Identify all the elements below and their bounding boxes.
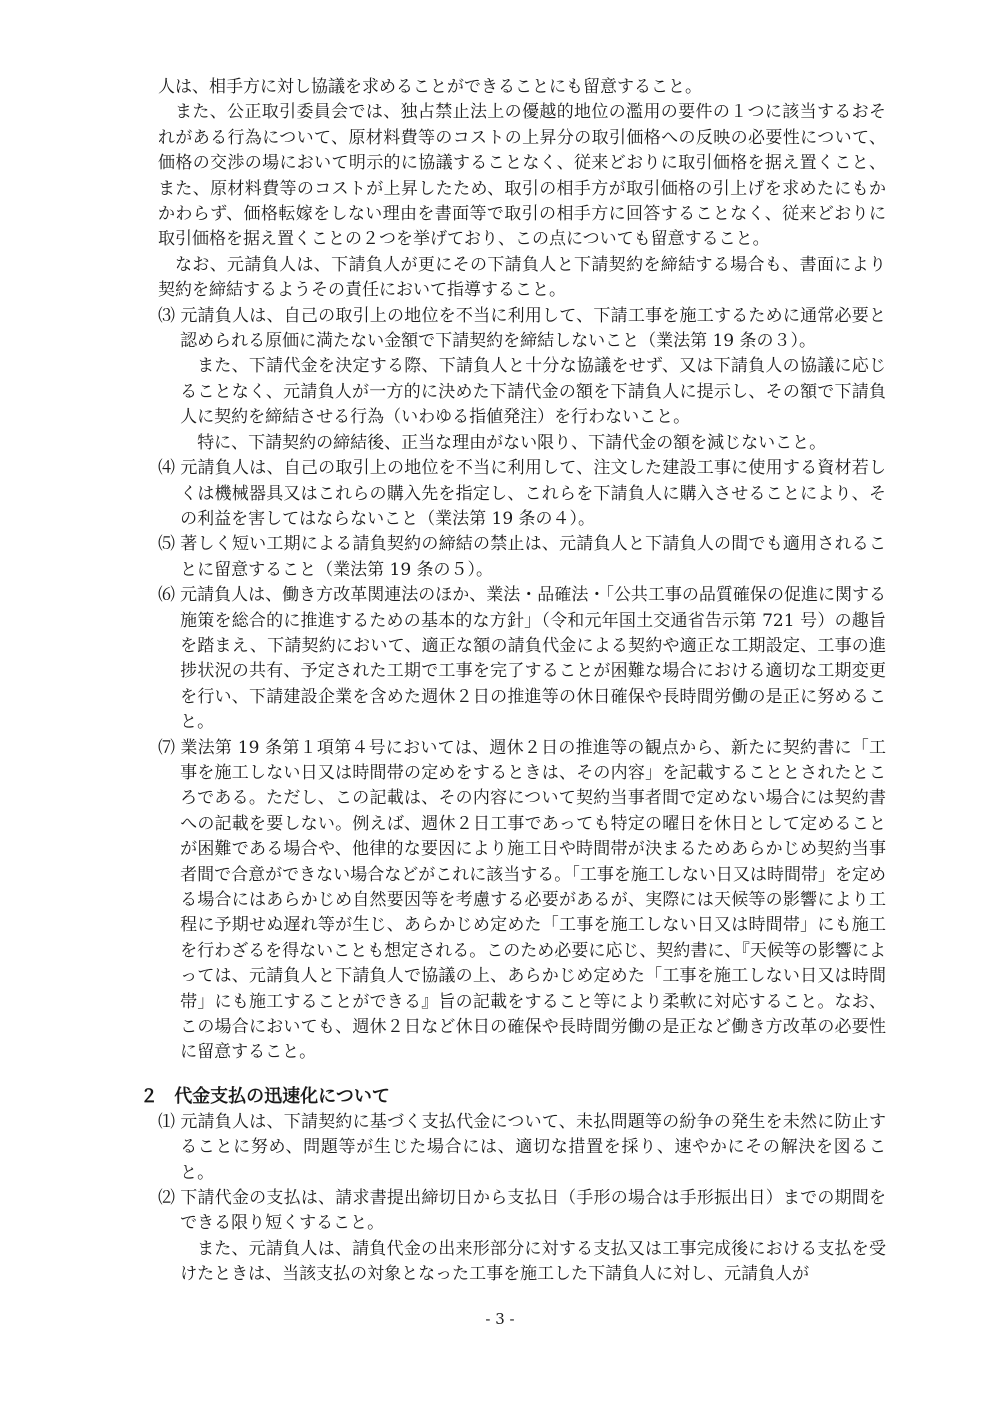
list-item-number: ⑺ [158,737,175,758]
list-item-number: ⑹ [158,585,175,606]
list-item-number: ⑶ [158,305,175,326]
list-item-text: 元請負人は、自己の取引上の地位を不当に利用して、下請工事を施工するために通常必要と認められる原価に満たない金額で下請契約を締結しないこと（業法第 19 条の３）。 [180,305,886,352]
section2-list-item-2 [158,1186,886,1288]
list-item-text: 元請負人は、下請契約に基づく支払代金について、未払問題等の紛争の発生を未然に防止することに努め、問題等が生じた場合には、適切な措置を採り、速やかにその解決を図ること。 [180,1111,886,1183]
list-item-5 [158,532,886,583]
list-item-subparagraph: また、下請代金を決定する際、下請負人と十分な協議をせず、又は下請負人の協議に応じることなく、元請負人が一方的に決めた下請代金の額を下請負人に提示し、その額で下請負人に契約を締結させる行為（いわゆる指値発注）を行わないこと。 [180,356,886,428]
list-item-number: ⑵ [158,1188,175,1209]
list-item-subparagraph: 特に、下請契約の締結後、正当な理由がない限り、下請代金の額を減じないこと。 [197,432,827,453]
section-heading [140,1084,886,1110]
section-number: ２ [140,1085,158,1107]
list-item-7 [158,736,886,1066]
list-item-number: ⑴ [158,1111,175,1132]
list-item-text: 下請代金の支払は、請求書提出締切日から支払日（手形の場合は手形振出日）までの期間をできる限り短くすること。 [180,1188,886,1234]
list-item-text: 業法第 19 条第１項第４号においては、週休２日の推進等の観点から、新たに契約書に「工事を施工しない日又は時間帯の定めをするときは、その内容」を記載することとされたところである。ただし、この記載は、その内容について契約当事者間で定めない場合には契約書への記載を要しない。例えば、週休２日工事であっても特定の曜日を休日として定めることが困難である場合や、他律的な要因により施工日や時間帯が決まるためあらかじめ契約当事者間で合意ができない場合などがこれに該当する。「工事を施工しない日又は時間帯」を定める場合にはあらかじめ自然要因等を考慮する必要があるが、実際には天候等の影響により工程に予期せぬ遅れ等が生じ、あらかじめ定めた「工事を施工しない日又は時間帯」にも施工を行わざるを得ないことも想定される。このため必要に応じ、契約書に、『天候等の影響によっては、元請負人と下請負人で協議の上、あらかじめ定めた「工事を施工しない日又は時間帯」にも施工することができる』旨の記載をすること等により柔軟に対応すること。なお、この場合においても、週休２日など休日の確保や長時間労働の是正など働き方改革の必要性に留意すること。 [180,737,887,1063]
list-item-text: 元請負人は、働き方改革関連法のほか、業法・品確法・「公共工事の品質確保の促進に関する施策を総合的に推進するための基本的な方針」（令和元年国土交通省告示第 721 号）の趣旨を踏まえ、下請契約において、適正な額の請負代金による契約や適正な工期設定、工事の進捗状況の共有、予定された工期で工事を完了することが困難な場合における適切な工期変更を行い、下請建設企業を含めた週休２日の推進等の休日確保や長時間労働の是正に努めること。 [180,585,886,733]
list-item-subparagraph: また、元請負人は、請負代金の出来形部分に対する支払又は工事完成後における支払を受けたときは、当該支払の対象となった工事を施工した下請負人に対し、元請負人が [180,1238,886,1285]
list-item-text: 著しく短い工期による請負契約の締結の禁止は、元請負人と下請負人の間でも適用されることに留意すること（業法第 19 条の５）。 [180,534,886,580]
paragraph-continued: 人は、相手方に対し協議を求めることができることにも留意すること。 [158,77,702,97]
list-item-6 [158,583,886,735]
list-item-3 [158,304,886,456]
paragraph-fair-trade-commission: また、公正取引委員会では、独占禁止法上の優越的地位の濫用の要件の１つに該当するおそれがある行為について、原材料費等のコストの上昇分の取引価格への反映の必要性について、価格の交渉の場において明示的に協議することなく、従来どおりに取引価格を据え置くこと、また、原材料費等のコストが上昇したため、取引の相手方が取引価格の引上げを求めたにもかかわらず、価格転嫁をしない理由を書面等で取引の相手方に回答することなく、従来どおりに取引価格を据え置くことの２つを挙げており、この点についても留意すること。 [158,102,886,250]
list-item-number: ⑷ [158,458,175,479]
page-number: - 3 - [485,1310,515,1328]
document-body [140,75,887,1288]
section-title: 代金支払の迅速化について [174,1085,390,1107]
list-item-text: 元請負人は、自己の取引上の地位を不当に利用して、注文した建設工事に使用する資材若しくは機械器具又はこれらの購入先を指定し、これらを下請負人に購入させることにより、その利益を害してはならないこと（業法第 19 条の４）。 [180,458,886,529]
paragraph-subcontract-guidance: なお、元請負人は、下請負人が更にその下請負人と下請契約を締結する場合も、書面により契約を締結するようその責任において指導すること。 [158,254,886,301]
list-item-number: ⑸ [158,534,175,555]
list-item-4 [158,456,886,532]
section2-list-item-1 [158,1110,886,1186]
